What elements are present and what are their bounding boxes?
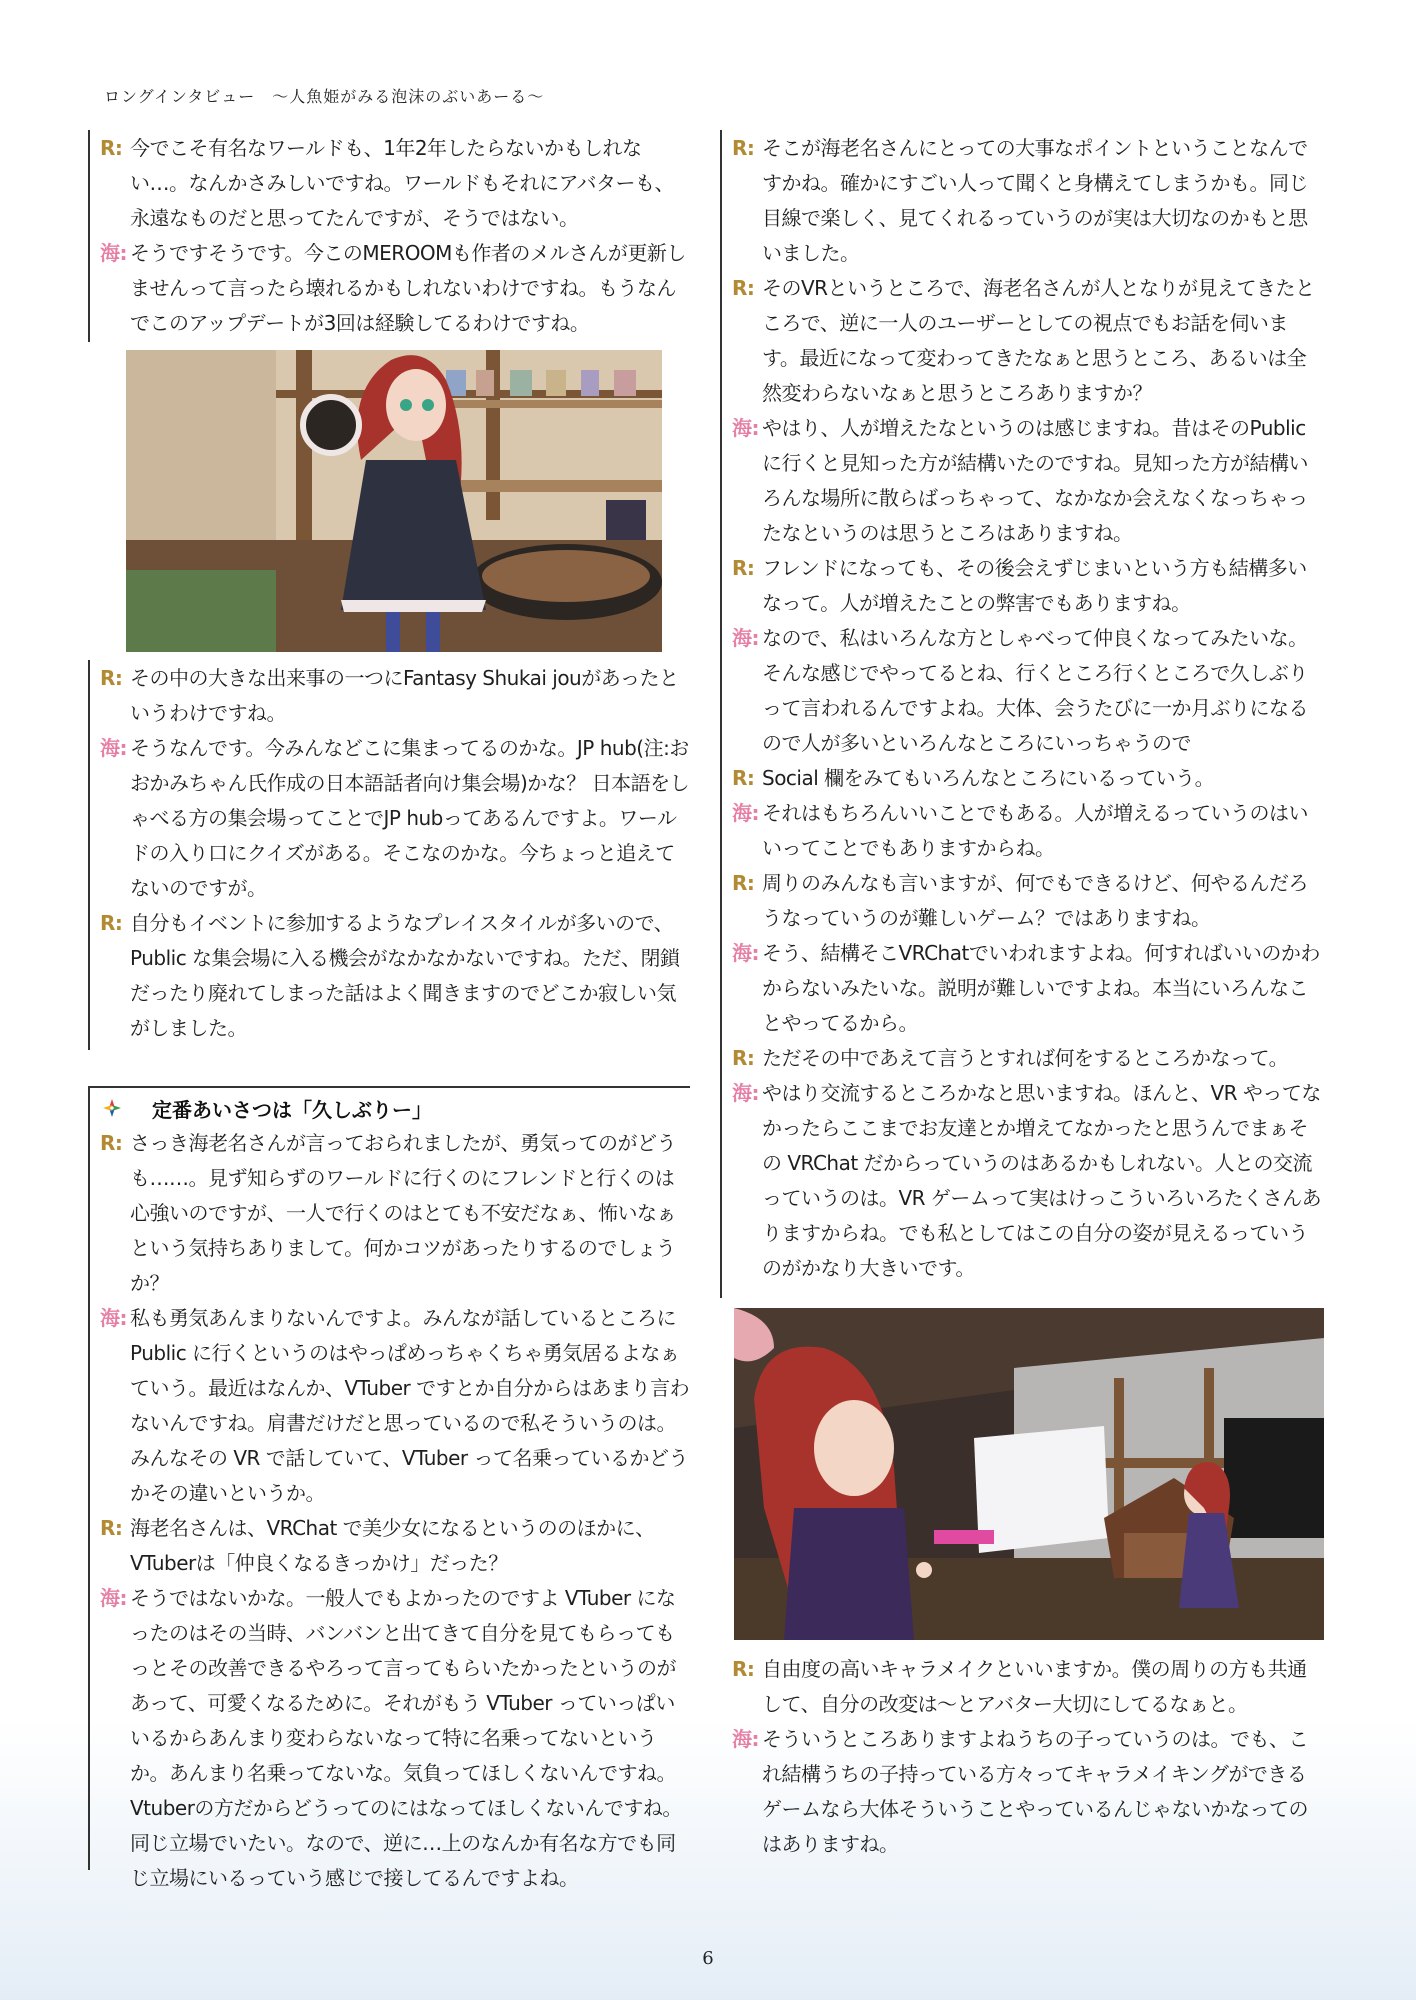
dialogue-entry <box>100 131 690 236</box>
speaker-interviewer: R: <box>732 871 755 895</box>
dialogue-entry <box>732 271 1324 411</box>
vr-photo-room <box>126 350 662 652</box>
dialogue-entry <box>100 906 690 1046</box>
dialogue-text: フレンドになっても、その後会えずじまいという方も結構多いなって。人が増えたことの弊害でもありますね。 <box>762 556 1307 615</box>
speaker-interviewer: R: <box>100 666 123 690</box>
dialogue-text: やはり、人が増えたなというのは感じますね。昔はそのPublicに行くと見知った方が結構いたのですね。見知った方が結構いろんな場所に散らばっちゃって、なかなか会えなくなっちゃったなというのは思うところはありますね。 <box>762 416 1308 545</box>
right-column-top-a <box>732 131 1324 271</box>
dialogue-entry <box>100 1581 690 1896</box>
speaker-guest: 海: <box>100 1306 127 1330</box>
speaker-guest: 海: <box>732 416 759 440</box>
speaker-guest: 海: <box>732 1081 759 1105</box>
speaker-guest: 海: <box>100 1586 127 1610</box>
dialogue-text: やはり交流するところかなと思いますね。ほんと、VR やってなかったらここまでお友達とか増えてなかったと思うんでまぁその VRChat だからっていうのはあるかもしれない。人との交流っていうのは。VR ゲームって実はけっこういろいろたくさんありますからね。でも私としてはこの自分の姿が見えるっていうのがかなり大きいです。 <box>762 1081 1322 1280</box>
speaker-interviewer: R: <box>100 1131 123 1155</box>
dialogue-text: それはもちろんいいことでもある。人が増えるっていうのはいいってことでもありますからね。 <box>762 801 1308 860</box>
dialogue-entry <box>100 1301 690 1511</box>
left-bar-top <box>88 130 90 342</box>
dialogue-text: そういうところありますよねうちの子っていうのは。でも、これ結構うちの子持っている方々ってキャラメイキングができるゲームなら大体そういうことやっているんじゃないかなってのはありますね。 <box>762 1727 1308 1856</box>
speaker-guest: 海: <box>732 1727 759 1751</box>
section-rule <box>88 1086 690 1088</box>
speaker-interviewer: R: <box>732 556 755 580</box>
speaker-guest: 海: <box>732 626 759 650</box>
dialogue-text: 自由度の高いキャラメイクといいますか。僕の周りの方も共通して、自分の改変は〜とアバター大切にしてるなぁと。 <box>762 1657 1307 1716</box>
left-bar-mid <box>88 660 90 1050</box>
dialogue-entry <box>100 661 690 731</box>
dialogue-entry <box>732 411 1324 551</box>
dialogue-text: Social 欄をみてもいろんなところにいるっていう。 <box>762 766 1215 790</box>
dialogue-text: なので、私はいろんな方としゃべって仲良くなってみたいな。そんな感じでやってるとね、行くところ行くところで久しぶりって言われるんですよね。大体、会うたびに一か月ぶりになるので人が多いといろんなところにいっちゃうので <box>762 626 1308 755</box>
dialogue-entry <box>732 1076 1324 1286</box>
speaker-interviewer: R: <box>732 766 755 790</box>
right-column-bottom <box>732 1652 1324 1862</box>
dialogue-text: 自分もイベントに参加するようなプレイスタイルが多いので、Public な集会場に入る機会がなかなかないですね。ただ、閉鎖だったり廃れてしまった話はよく聞きますのでどこか寂しい気がしました。 <box>130 911 680 1040</box>
vr-photo-characters <box>734 1308 1324 1640</box>
speaker-interviewer: R: <box>100 1516 123 1540</box>
speaker-interviewer: R: <box>732 1046 755 1070</box>
dialogue-entry <box>732 1722 1324 1862</box>
section-title: 定番あいさつは「久しぶりー」 <box>152 1098 432 1122</box>
speaker-guest: 海: <box>100 241 127 265</box>
dialogue-entry <box>100 1511 690 1581</box>
speaker-interviewer: R: <box>732 1657 755 1681</box>
right-column-top-b <box>732 271 1324 1286</box>
dialogue-text: 今でこそ有名なワールドも、1年2年したらないかもしれない…。なんかさみしいですね。ワールドもそれにアバターも、永遠なものだと思ってたんですが、そうではない。 <box>130 136 674 230</box>
dialogue-text: さっき海老名さんが言っておられましたが、勇気ってのがどうも……。見ず知らずのワールドに行くのにフレンドと行くのは心強いのですが、一人で行くのはとても不安だなぁ、怖いなぁという気持ちありまして。何かコツがあったりするのでしょうか？ <box>130 1131 676 1295</box>
left-column-top <box>100 131 690 341</box>
dialogue-text: その中の大きな出来事の一つにFantasy Shukai jouがあったというわけですね。 <box>130 666 679 725</box>
dialogue-entry <box>100 1126 690 1301</box>
section-marker-icon <box>102 1098 122 1118</box>
speaker-interviewer: R: <box>100 136 123 160</box>
dialogue-entry <box>732 1041 1324 1076</box>
dialogue-text: そうではないかな。一般人でもよかったのですよ VTuber になったのはその当時、バンバンと出てきて自分を見てもらってもっとその改善できるやろって言ってもらいたかったというのがあって、可愛くなるために。それがもう VTuber っていっぱいいるからあんまり変わらないなって特に名乗ってないというか。あんまり名乗ってないな。気負ってほしくないんですね。Vtuberの方だからどうってのにはなってほしくないんですね。同じ立場でいたい。なので、逆に…上のなんか有名な方でも同じ立場にいるっていう感じで接してるんですよね。 <box>130 1586 682 1890</box>
dialogue-text: 私も勇気あんまりないんですよ。みんなが話しているところにPublic に行くというのはやっぱめっちゃくちゃ勇気居るよなぁていう。最近はなんか、VTuber ですとか自分からはあまり言わないんですね。肩書だけだと思っているので私そういうのは。みんなその VR で話していて、VTuber って名乗っているかどうかその違いというか。 <box>130 1306 690 1505</box>
left-bar-bottom <box>88 1086 90 1870</box>
dialogue-entry <box>100 236 690 341</box>
dialogue-entry <box>100 731 690 906</box>
dialogue-text: そのVRというところで、海老名さんが人となりが見えてきたところで、逆に一人のユーザーとしての視点でもお話を伺います。最近になって変わってきたなぁと思うところ、あるいは全然変わらないなぁと思うところありますか？ <box>762 276 1315 405</box>
dialogue-entry <box>732 1652 1324 1722</box>
speaker-guest: 海: <box>732 801 759 825</box>
dialogue-text: 周りのみんなも言いますが、何でもできるけど、何やるんだろうなっていうのが難しいゲーム？ではありますね。 <box>762 871 1308 930</box>
dialogue-text: 海老名さんは、VRChat で美少女になるというののほかに、VTuberは「仲良くなるきっかけ」だった？ <box>130 1516 655 1575</box>
left-column-bottom <box>100 1126 690 1896</box>
page-number: 6 <box>702 1948 714 1969</box>
dialogue-entry <box>732 796 1324 866</box>
speaker-interviewer: R: <box>732 276 755 300</box>
dialogue-text: ただその中であえて言うとすれば何をするところかなって。 <box>762 1046 1289 1070</box>
left-column-mid <box>100 661 690 1046</box>
dialogue-entry <box>732 131 1324 271</box>
speaker-interviewer: R: <box>732 136 755 160</box>
dialogue-entry <box>732 621 1324 761</box>
dialogue-entry <box>732 551 1324 621</box>
right-bar <box>720 130 722 1298</box>
dialogue-entry <box>732 866 1324 936</box>
running-header: ロングインタビュー 〜人魚姫がみる泡沫のぶいあーる〜 <box>104 87 545 106</box>
dialogue-text: そこが海老名さんにとっての大事なポイントということなんですかね。確かにすごい人って聞くと身構えてしまうかも。同じ目線で楽しく、見てくれるっていうのが実は大切なのかもと思いました。 <box>762 136 1308 265</box>
dialogue-entry <box>732 936 1324 1041</box>
dialogue-text: そうですそうです。今このMEROOMも作者のメルさんが更新しませんって言ったら壊れるかもしれないわけですね。もうなんでこのアップデートが3回は経験してるわけですね。 <box>130 241 686 335</box>
speaker-guest: 海: <box>100 736 127 760</box>
dialogue-entry <box>732 761 1324 796</box>
dialogue-text: そう、結構そこVRChatでいわれますよね。何すればいいのかわからないみたいな。説明が難しいですよね。本当にいろんなことやってるから。 <box>762 941 1320 1035</box>
dialogue-text: そうなんです。今みんなどこに集まってるのかな。JP hub(注:おおかみちゃん氏作成の日本語話者向け集会場)かな？ 日本語をしゃべる方の集会場ってことでJP hubってあるんですよ。ワールドの入り口にクイズがある。そこなのかな。今ちょっと追えてないのですが。 <box>130 736 690 900</box>
speaker-interviewer: R: <box>100 911 123 935</box>
speaker-guest: 海: <box>732 941 759 965</box>
